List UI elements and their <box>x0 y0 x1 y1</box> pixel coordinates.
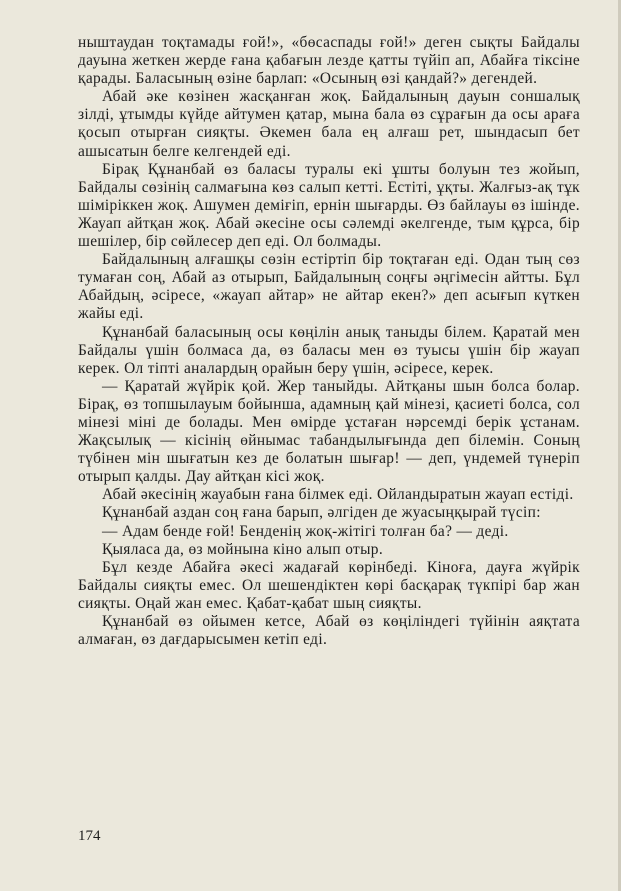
page-number: 174 <box>78 828 101 844</box>
paragraph: Құнанбай баласының осы көңілін анық таныды білем. Қаратай мен Байдалы үшін болмаса да, өз баласы мен өз туысы үшін бір жауап керек. Ол тіпті аналардың орайын беру үшін, әсіресе, керек. <box>78 323 580 377</box>
paragraph: — Қаратай жүйрік қой. Жер таныйды. Айтқаны шын болса болар. Бірақ, өз топшылауым бойынша, адамның қай мінезі, қасиеті болса, сол мінезі міні де болады. Мен өмірде ұстаған нәрсемді берік ұстанам. Жақсылық — кісінің өйнымас табандылығында деп білемін. Соның түбінен мін шығатын кез де болатын шығар! — деп, үндемей түнеріп отырып қалды. Дау айтқан кісі жоқ. <box>78 377 580 486</box>
paragraph: Абай әкесінің жауабын ғана білмек еді. Ойландыратын жауап естіді. <box>102 486 574 504</box>
paragraph: Бұл кезде Абайға әкесі жадағай көрінбеді. Кіноға, дауға жүйрік Байдалы сияқты емес. Ол шешендіктен көрі басқарақ түкпірі бар жан сияқты. Оңай жан емес. Қабат-қабат шың сияқты. <box>78 558 580 612</box>
paragraph: Байдалының алғашқы сөзін естіртіп бір тоқтаған еді. Одан тың сөз тумаған соң, Абай аз отырып, Байдалының соңғы әңгімесін айтты. Бұл Абайдың, әсіресе, «жауап айтар» не айтар екен?» деп асығып күткен жайы еді. <box>78 251 580 323</box>
paragraph: Қыяласа да, өз мойнына кіно алып отыр. <box>102 540 384 558</box>
paragraph: Құнанбай өз ойымен кетсе, Абай өз көңіліндегі түйінін аяқтата алмаған, өз дағдарысымен кетіп еді. <box>78 613 580 649</box>
body-text <box>78 34 580 649</box>
paragraph: Бірақ Құнанбай өз баласы туралы екі ұшты болуын тез жойып, Байдалы сөзінің салмағына көз салып кетті. Естіті, ұқты. Жалғыз-ақ тұк шіміріккен жоқ. Ашумен деміғіп, ернін шығарды. Өз байлауы өз ішінде. Жауап айтқан жоқ. Абай әкесіне осы сәлемді әкелгенде, тым құрса, бір шешілер, бір сөйлесер деп еді. Ол болмады. <box>78 160 580 251</box>
paragraph: Абай әке көзінен жасқанған жоқ. Байдалының дауын соншалық зілді, ұтымды күйде айтумен қатар, мына бала өз сұрағын да осы араға қосып отырған сияқты. Әкемен бала ең алғаш рет, шындасып бет ашысатын белге келгендей еді. <box>78 88 580 160</box>
paragraph: Құнанбай аздан соң ғана барып, әлгіден де жуасыңқырай түсіп: <box>102 504 541 522</box>
paragraph: ныштаудан тоқтамады ғой!», «бөсаспады ғой!» деген сықты Байдалы дауына жеткен жерде ғана қабағын лезде қатты түйіп ап, Абайға тіксіне қарады. Баласының өзіне барлап: «Осының өзі қандай?» дегендей. <box>78 34 580 88</box>
paragraph: — Адам бенде ғой! Бенденің жоқ-жітігі толған ба? — деді. <box>102 522 509 540</box>
